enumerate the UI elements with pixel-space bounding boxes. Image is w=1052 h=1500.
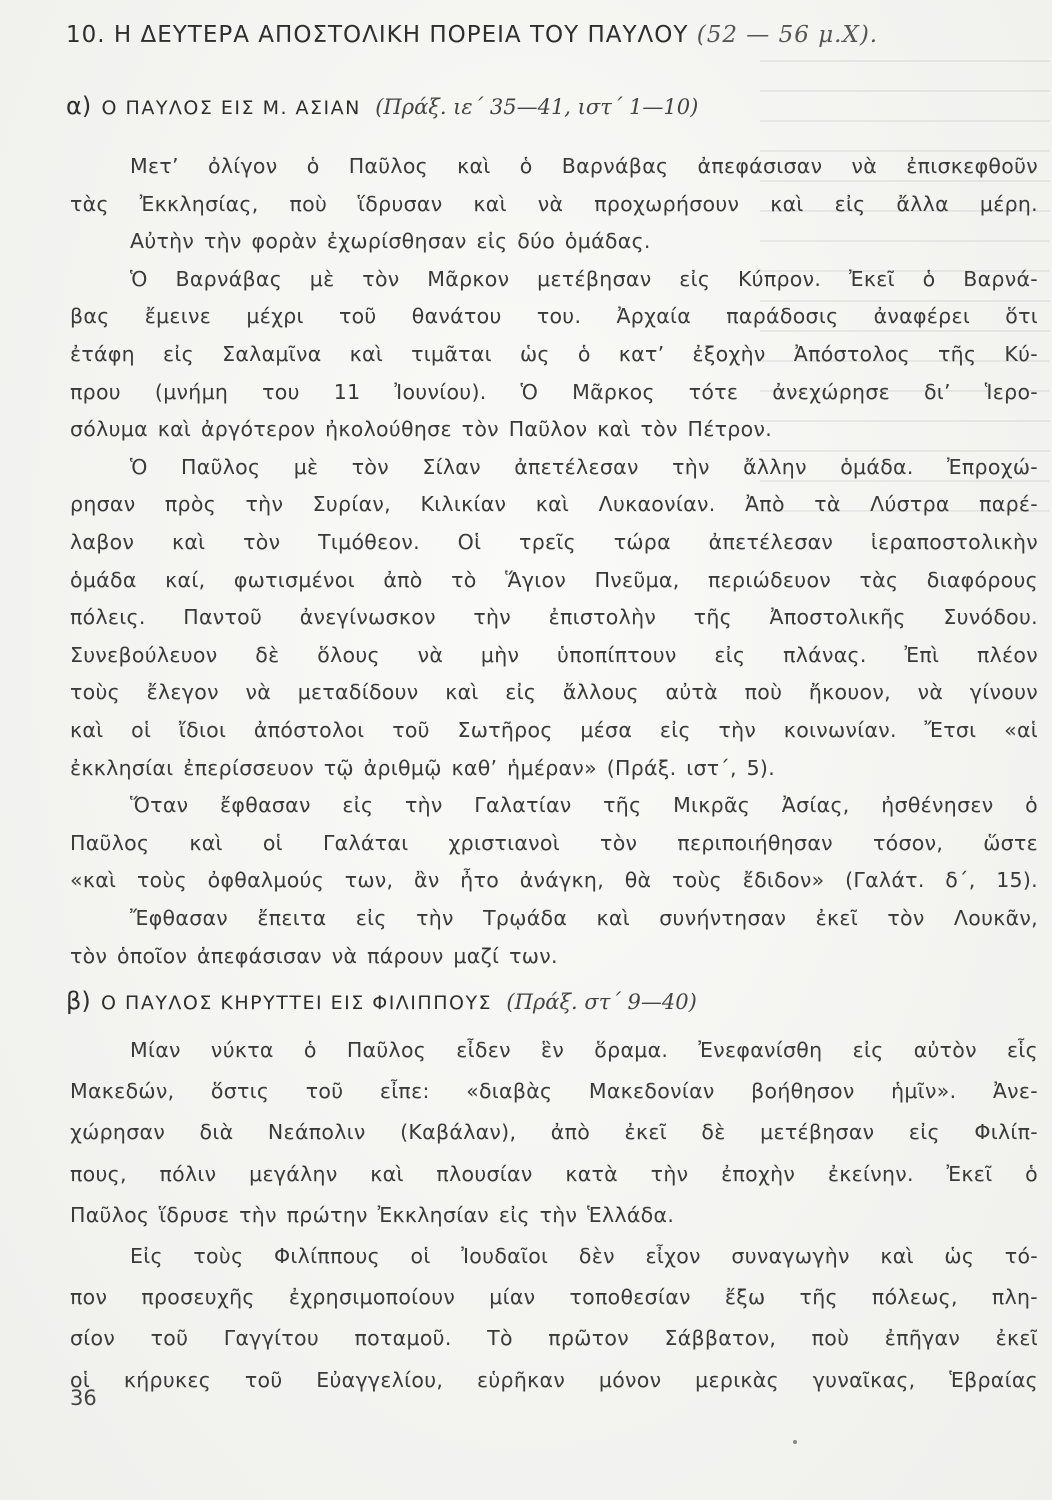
text-line: χώρησαν διὰ Νεάπολιν (Καβάλαν), ἀπὸ ἐκεῖ δὲ μετέβησαν εἰς Φιλίπ- <box>70 1120 1038 1145</box>
text-line: ὁμάδα καί, φωτισμένοι ἀπὸ τὸ Ἅγιον Πνεῦμα, περιώδευον τὰς διαφόρους <box>70 567 1038 592</box>
text-line: Παῦλος καὶ οἱ Γαλάται χριστιανοὶ τὸν περιποιήθησαν τόσον, ὥστε <box>70 830 1038 855</box>
text-line: «καὶ τοὺς ὀφθαλμούς των, ἂν ἦτο ἀνάγκη, θὰ τοὺς ἔδιδον» (Γαλάτ. δ΄, 15). <box>70 868 1038 893</box>
chapter-title <box>66 22 1046 48</box>
text-line: Ὁ Παῦλος μὲ τὸν Σίλαν ἀπετέλεσαν τὴν ἄλλην ὁμάδα. Ἐπροχώ- <box>130 454 1038 479</box>
text-line: λαβον καὶ τὸν Τιμόθεον. Οἱ τρεῖς τώρα ἀπετέλεσαν ἱεραποστολικὴν <box>70 530 1038 554</box>
section-a-label: α) <box>66 92 92 120</box>
text-line: πον προσευχῆς ἐχρησιμοποίουν μίαν τοποθεσίαν ἔξω τῆς πόλεως, πλη- <box>70 1285 1038 1310</box>
section-b-reference: (Πράξ. στ΄ 9—40) <box>506 990 697 1014</box>
chapter-title-dates: (52 — 56 μ.Χ). <box>696 22 879 48</box>
text-line: βας ἔμεινε μέχρι τοῦ θανάτου του. Ἀρχαία παράδοσις ἀναφέρει ὅτι <box>70 304 1038 329</box>
text-line: Συνεβούλευον δὲ ὅλους νὰ μὴν ὑποπίπτουν εἰς πλάνας. Ἐπὶ πλέον <box>70 642 1038 667</box>
text-line: Μακεδών, ὅστις τοῦ εἶπε: «διαβὰς Μακεδονίαν βοήθησον ἡμῖν». Ἀνε- <box>70 1079 1038 1104</box>
text-line: ρησαν πρὸς τὴν Συρίαν, Κιλικίαν καὶ Λυκαονίαν. Ἀπὸ τὰ Λύστρα παρέ- <box>70 492 1038 517</box>
text-line: τὰς Ἐκκλησίας, ποὺ ἵδρυσαν καὶ νὰ προχωρήσουν καὶ εἰς ἄλλα μέρη. <box>70 191 1038 216</box>
section-a-heading <box>66 92 698 120</box>
text-line: Ἔφθασαν ἔπειτα εἰς τὴν Τρῳάδα καὶ συνήντησαν ἐκεῖ τὸν Λουκᾶν, <box>130 906 1038 930</box>
text-line: πρου (μνήμη του 11 Ἰουνίου). Ὁ Μᾶρκος τότε ἀνεχώρησε δι’ Ἱερο- <box>70 379 1038 404</box>
text-line: ἐτάφη εἰς Σαλαμῖνα καὶ τιμᾶται ὡς ὁ κατ’ ἐξοχὴν Ἀπόστολος τῆς Κύ- <box>70 342 1038 366</box>
text-line: Ὅταν ἔφθασαν εἰς τὴν Γαλατίαν τῆς Μικρᾶς Ἀσίας, ἠσθένησεν ὁ <box>130 793 1038 818</box>
text-line: πους, πόλιν μεγάλην καὶ πλουσίαν κατὰ τὴν ἐποχὴν ἐκείνην. Ἐκεῖ ὁ <box>70 1161 1038 1186</box>
text-line: πόλεις. Παντοῦ ἀνεγίνωσκον τὴν ἐπιστολὴν τῆς Ἀποστολικῆς Συνόδου. <box>70 605 1038 630</box>
text-line: σίον τοῦ Γαγγίτου ποταμοῦ. Τὸ πρῶτον Σάββατον, ποὺ ἐπῆγαν ἐκεῖ <box>70 1326 1038 1351</box>
text-line: σόλυμα καὶ ἀργότερον ἠκολούθησε τὸν Παῦλον καὶ τὸν Πέτρον. <box>70 417 773 442</box>
text-line: Ὁ Βαρνάβας μὲ τὸν Μᾶρκον μετέβησαν εἰς Κύπρον. Ἐκεῖ ὁ Βαρνά- <box>130 266 1038 291</box>
text-line: Εἰς τοὺς Φιλίππους οἱ Ἰουδαῖοι δὲν εἶχον συναγωγὴν καὶ ὡς τό- <box>130 1244 1038 1268</box>
text-line: οἱ κήρυκες τοῦ Εὐαγγελίου, εὑρῆκαν μόνον μερικὰς γυναῖκας, Ἑβραίας <box>70 1367 1038 1392</box>
section-b-title: Ο ΠΑΥΛΟΣ ΚΗΡΥΤΤΕΙ ΕΙΣ ΦΙΛΙΠΠΟΥΣ <box>101 992 493 1014</box>
chapter-title-text: 10. Η ΔΕΥΤΕΡΑ ΑΠΟΣΤΟΛΙΚΗ ΠΟΡΕΙΑ ΤΟΥ ΠΑΥΛΟΥ <box>66 22 689 48</box>
text-line: Μετ’ ὀλίγον ὁ Παῦλος καὶ ὁ Βαρνάβας ἀπεφάσισαν νὰ ἐπισκεφθοῦν <box>130 154 1038 178</box>
text-line: καὶ οἱ ἴδιοι ἀπόστολοι τοῦ Σωτῆρος μέσα εἰς τὴν κοινωνίαν. Ἔτσι «αἱ <box>70 718 1038 742</box>
page-number: 36 <box>70 1386 97 1410</box>
section-a-reference: (Πράξ. ιε΄ 35—41, ιστ΄ 1—10) <box>375 95 699 119</box>
text-line: τὸν ὁποῖον ἀπεφάσισαν νὰ πάρουν μαζί των. <box>70 943 558 968</box>
text-line: ἐκκλησίαι ἐπερίσσευον τῷ ἀριθμῷ καθ’ ἡμέραν» (Πράξ. ιστ΄, 5). <box>70 755 776 780</box>
section-a-title: Ο ΠΑΥΛΟΣ ΕΙΣ Μ. ΑΣΙΑΝ <box>101 97 361 119</box>
section-b-heading <box>66 987 697 1015</box>
text-line: Παῦλος ἵδρυσε τὴν πρώτην Ἐκκλησίαν εἰς τὴν Ἑλλάδα. <box>70 1202 675 1227</box>
scan-speck <box>793 1440 797 1444</box>
text-line: Μίαν νύκτα ὁ Παῦλος εἶδεν ἓν ὅραμα. Ἐνεφανίσθη εἰς αὐτὸν εἷς <box>130 1038 1038 1062</box>
section-b-label: β) <box>66 987 91 1015</box>
text-line: τοὺς ἔλεγον νὰ μεταδίδουν καὶ εἰς ἄλλους αὐτὰ ποὺ ἤκουον, νὰ γίνουν <box>70 680 1038 705</box>
text-line: Αὐτὴν τὴν φορὰν ἐχωρίσθησαν εἰς δύο ὁμάδας. <box>130 229 651 254</box>
